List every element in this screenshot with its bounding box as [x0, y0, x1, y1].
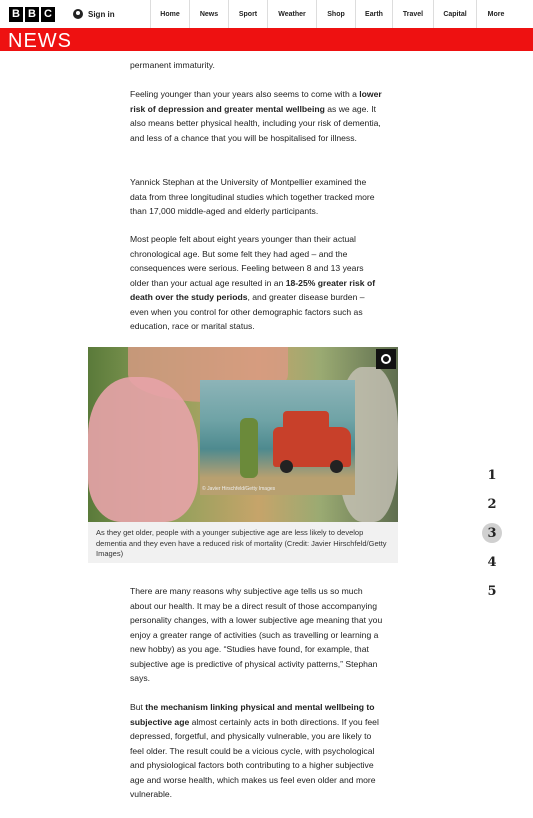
logo-letter-b2: B — [25, 7, 39, 22]
section-title[interactable]: NEWS — [8, 30, 72, 52]
nav-item-news[interactable]: News — [189, 0, 228, 28]
inset-wheel — [280, 460, 293, 473]
paragraph-3-bold: 18-25% greater risk of death over the study periods — [130, 277, 376, 302]
nav-item-earth[interactable]: Earth — [355, 0, 392, 28]
pager-item-3[interactable]: 3 — [482, 523, 502, 543]
inset-person — [240, 418, 258, 478]
nav-item-home[interactable]: Home — [150, 0, 189, 28]
nav-item-shop[interactable]: Shop — [316, 0, 355, 28]
paragraph-3 — [130, 232, 385, 334]
sign-in-link[interactable] — [73, 9, 115, 19]
paragraph-1-text-a: Feeling younger than your years also seems to come with a — [130, 89, 360, 99]
paragraph-2 — [130, 175, 385, 219]
paragraph-5-text-a: But — [130, 702, 146, 712]
image-credit-tag: © Javier Hirschfeld/Getty Images — [202, 486, 276, 492]
bbc-logo[interactable] — [9, 7, 55, 22]
logo-letter-b1: B — [9, 7, 23, 22]
paragraph-4-text: There are many reasons why subjective age tells us so much about our health. It may be a direct result of those accompanying personality changes, with a lower subjective age meaning that you enjoy a greater range of activities (such as travelling or learning a new hobby) as you age. “Studies have found, for example, that subjective age is predictive of physical activity patterns,” Stephan says. — [130, 586, 383, 683]
sign-in-label: Sign in — [88, 9, 115, 19]
article-image — [88, 347, 398, 522]
image-person-shape — [88, 377, 198, 522]
expand-image-button[interactable] — [376, 349, 396, 369]
inset-wheel — [330, 460, 343, 473]
section-banner — [0, 28, 533, 51]
image-caption — [88, 522, 398, 563]
paragraph-3-text-a: Most people felt about eight years younger than their actual chronological age. But some felt they had aged – and the consequences were serious. Feeling between 8 and 13 years older than your actual age resulted in an — [130, 234, 364, 288]
top-navigation-bar — [0, 0, 533, 29]
image-caption-text: As they get older, people with a younger subjective age are less likely to develop dementia and they even have a reduced risk of mortality (Credit: Javier Hirschfeld/Getty Images) — [96, 528, 387, 558]
paragraph-1-text-c: as we age. It also means better physical health, including your risk of dementia, and less of a chance that you will be hospitalised for illness. — [130, 103, 381, 143]
paragraph-3-text-c: , and greater disease burden – even when you control for other demographic factors such as education, race or marital status. — [130, 292, 365, 331]
paragraph-0 — [130, 58, 385, 73]
paragraph-1-bold: lower risk of depression and greater mental wellbeing — [130, 89, 382, 114]
nav-item-sport[interactable]: Sport — [228, 0, 267, 28]
user-icon — [73, 9, 83, 19]
main-nav — [150, 0, 515, 28]
nav-item-more[interactable]: More — [476, 0, 515, 28]
nav-item-weather[interactable]: Weather — [267, 0, 316, 28]
expand-icon — [381, 354, 391, 364]
article-section-pager — [482, 465, 504, 610]
paragraph-5-text-c: almost certainly acts in both directions. If you feel depressed, forgetful, and physically vulnerable, you are likely to feel older. The result could be a vicious cycle, with psychological and physiological factors both contributing to a higher subjective age and worse health, which makes us feel even older and more vulnerable. — [130, 716, 379, 799]
pager-item-4[interactable]: 4 — [487, 554, 497, 570]
paragraph-0-text: permanent immaturity. — [130, 60, 215, 70]
paragraph-4 — [130, 584, 385, 686]
logo-letter-c: C — [41, 7, 55, 22]
pager-item-1[interactable]: 1 — [487, 467, 497, 483]
pager-item-5[interactable]: 5 — [487, 583, 497, 599]
paragraph-5-bold: the mechanism linking physical and mental wellbeing to subjective age — [130, 702, 375, 727]
paragraph-2-text: Yannick Stephan at the University of Montpellier examined the data from three longitudinal studies which together tracked more than 17,000 middle-aged and elderly participants. — [130, 177, 375, 216]
image-inset-photo — [200, 380, 355, 495]
nav-item-travel[interactable]: Travel — [392, 0, 433, 28]
paragraph-5 — [130, 700, 385, 802]
paragraph-1 — [130, 87, 385, 145]
pager-item-2[interactable]: 2 — [487, 496, 497, 512]
nav-item-capital[interactable]: Capital — [433, 0, 476, 28]
